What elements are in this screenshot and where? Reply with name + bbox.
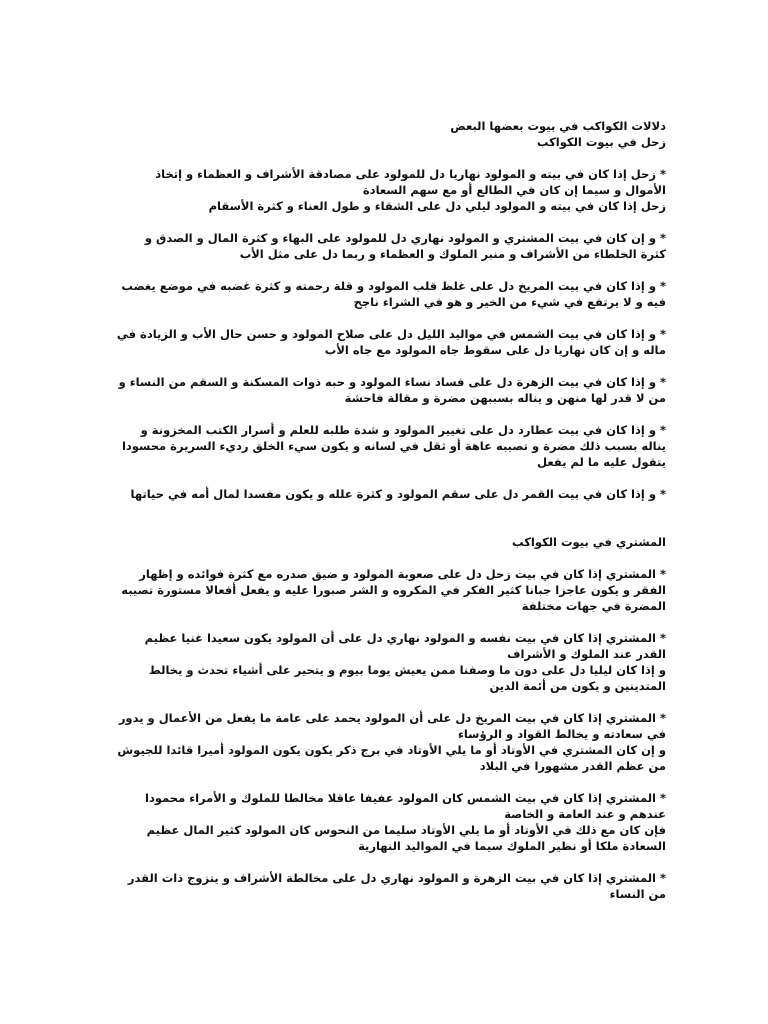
- paragraph: [116, 566, 666, 614]
- paragraph: [116, 790, 666, 854]
- paragraph-line: زحل إذا كان في بيته و المولود ليلي دل على الشقاء و طول العناء و كثرة الأسقام: [208, 199, 666, 213]
- section-saturn: [116, 166, 666, 502]
- paragraph: [116, 710, 666, 774]
- paragraph-line: * و إذا كان في بيت الزهرة دل على فساد نساء المولود و حبه ذوات المسكنة و السقم من النساء و من لا قدر لها منهن و يناله بسببهن مضرة و مقالة فاحشة: [118, 375, 666, 405]
- document-title: دلالات الكواكب في بيوت بعضها البعض: [450, 119, 666, 133]
- paragraph-line: فإن كان مع ذلك في الأوتاد أو ما يلي الأوتاد سليما من النحوس كان المولود كثير المال عظيم السعادة ملكا أو نظير الملوك سيما في المواليد النهارية: [146, 823, 666, 853]
- paragraph: [116, 166, 666, 214]
- paragraph: [116, 278, 666, 310]
- section-title-saturn: زحل في بيوت الكواكب: [536, 135, 666, 149]
- paragraph: [116, 630, 666, 694]
- paragraph-line: * و إذا كان في بيت الشمس في مواليد الليل دل على صلاح المولود و حسن حال الأب و الزيادة في ماله و إن كان نهاريا دل على سقوط جاه المولود مع جاه الأب: [116, 327, 666, 357]
- section-jupiter: [116, 566, 666, 902]
- paragraph-line: و إذا كان ليليا دل على دون ما وصفنا ممن يعيش يوما بيوم و يتحير على أشياء تحدث و يخالط المتدينين و يكون من أئمة الدين: [148, 663, 666, 693]
- paragraph: [116, 870, 666, 902]
- paragraph-line: * و إذا كان في بيت عطارد دل على تغيير المولود و شدة طلبه للعلم و أسرار الكتب المخزونة و يناله بسبب ذلك مضرة و تصيبه عاهة أو ثقل في لسانه و يكون سيء الخلق رديء السريرة محسودا يتقول عليه ما لم يفعل: [121, 423, 666, 469]
- paragraph-line: * و إذا كان في بيت المريخ دل على غلظ قلب المولود و قلة رحمته و كثرة غضبه في موضع يغضب فيه و لا يرتفع في شيء من الخير و هو في الشراء ناجح: [121, 279, 666, 309]
- paragraph: [116, 486, 666, 502]
- paragraph-line: * و إذا كان في بيت القمر دل على سقم المولود و كثرة علله و يكون مفسدا لمال أمه في حياتها: [130, 487, 666, 501]
- paragraph: [116, 230, 666, 262]
- paragraph-line: * المشتري إذا كان في بيت نفسه و المولود نهاري دل على أن المولود يكون سعيدا غنيا عظيم القدر عند الملوك و الأشراف: [144, 631, 666, 661]
- paragraph-line: * زحل إذا كان في بيته و المولود نهاريا دل للمولود على مصادقة الأشراف و العظماء و إتخاذ الأموال و سيما إن كان في الطالع أو مع سهم السعادة: [155, 167, 666, 197]
- paragraph-line: * المشتري إذا كان في بيت المريخ دل على أن المولود يحمد على عامة ما يفعل من الأعمال و يدور في سعادته و يخالط القواد و الرؤساء: [118, 711, 666, 741]
- paragraph-line: * و إن كان في بيت المشتري و المولود نهاري دل للمولود على البهاء و كثرة المال و الصدق و كثرة الخلطاء من الأشراف و منبر الملوك و العظماء و ربما دل على مثل الأب: [144, 231, 666, 261]
- paragraph-line: * المشتري إذا كان في بيت الزهرة و المولود نهاري دل على مخالطة الأشراف و يتزوج ذات القدر من النساء: [127, 871, 666, 901]
- paragraph: [116, 422, 666, 470]
- paragraph-line: * المشتري إذا كان في بيت الشمس كان المولود عفيفا عاقلا مخالطا للملوك و الأمراء محمودا عندهم و عند العامة و الخاصة: [145, 791, 666, 821]
- document-page: [116, 118, 666, 918]
- section-title-jupiter: المشتري في بيوت الكواكب: [512, 535, 666, 549]
- paragraph-line: * المشتري إذا كان في بيت زحل دل على صعوبة المولود و ضيق صدره مع كثرة فوائده و إظهار الفقر و يكون عاجزا جبانا كثير الفكر في المكروه و الشر صبورا عليه و يفعل أفعالا مستورة تصيبه المضرة في جهات مختلفة: [121, 567, 666, 613]
- section-spacer: [116, 518, 666, 534]
- paragraph: [116, 326, 666, 358]
- paragraph-line: و إن كان المشتري في الأوتاد أو ما يلي الأوتاد في برج ذكر يكون يكون المولود أميرا قائدا للجيوش من عظم القدر مشهورا في البلاد: [117, 743, 666, 773]
- paragraph: [116, 374, 666, 406]
